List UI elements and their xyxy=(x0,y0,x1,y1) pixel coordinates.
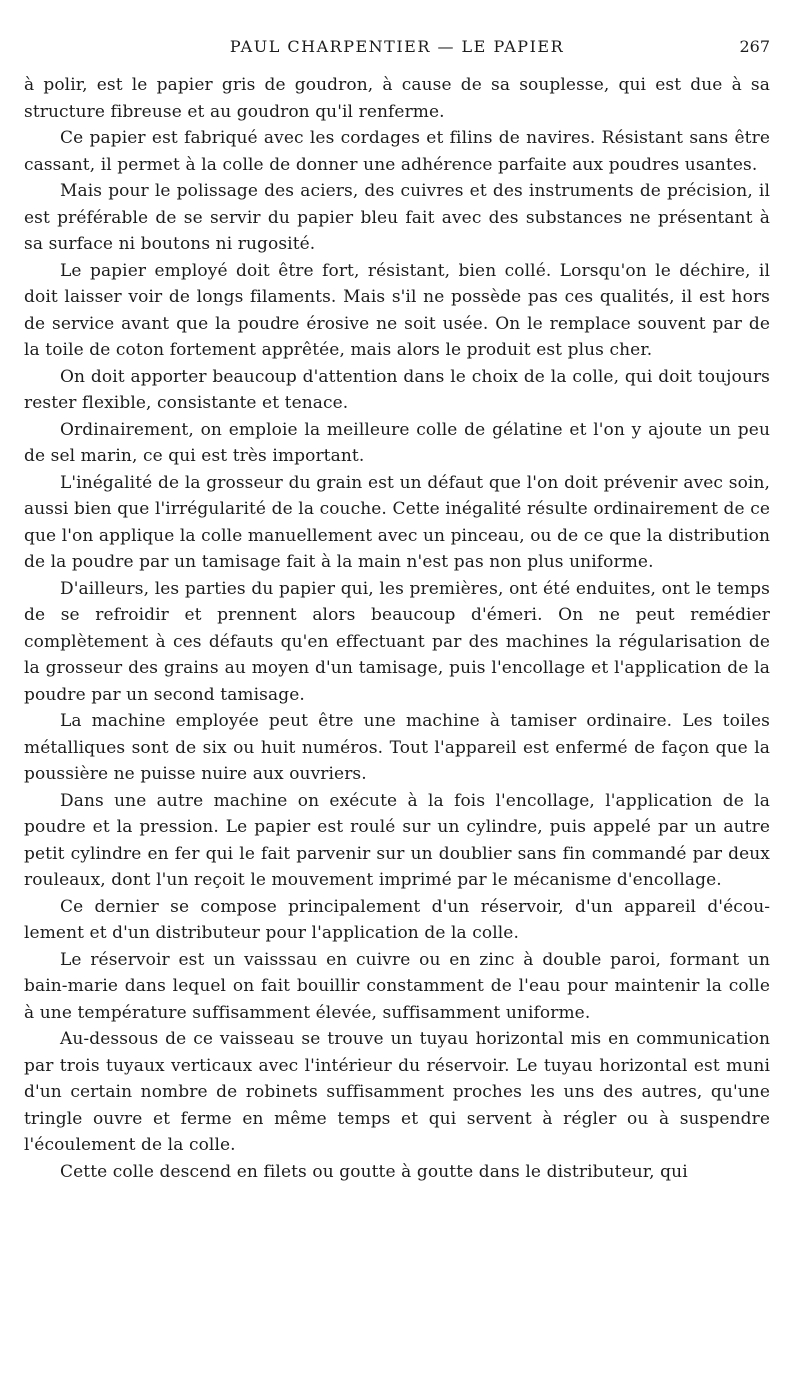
paragraph: à polir, est le papier gris de goudron, à cause de sa souplesse, qui est due à sa structure fibreuse et au goudron qu'il renferme. xyxy=(24,75,770,122)
paragraph: Ordinairement, on emploie la meilleure colle de gélatine et l'on y ajoute un peu de sel marin, ce qui est très important. xyxy=(24,419,770,466)
paragraph: Cette colle descend en filets ou goutte à goutte dans le distributeur, qui xyxy=(60,1161,688,1182)
paragraph: Mais pour le polissage des aciers, des cuivres et des instruments de précision, il est préférable de se servir du papier bleu fait avec des substances ne présentant à sa surface ni boutons ni rugosité. xyxy=(24,181,770,254)
page-number: 267 xyxy=(739,37,770,56)
body-text xyxy=(24,72,770,1185)
paragraph: L'inégalité de la grosseur du grain est un défaut que l'on doit prévenir avec soin, aussi bien que l'irrégularité de la couche. Cette inégalité résulte ordinairement de ce que l'on applique la colle manuellement avec un pinceau, ou de ce que la distribution de la poudre par un tamisage fait à la main n'est pas non plus uniforme. xyxy=(24,472,770,572)
paragraph: Dans une autre machine on exécute à la fois l'encollage, l'application de la poudre et la pression. Le papier est roulé sur un cylindre, puis appelé par un autre petit cylindre en fer qui le fait parvenir sur un doublier sans fin commandé par deux rouleaux, dont l'un reçoit le mouvement imprimé par le mécanisme d'encollage. xyxy=(24,790,770,890)
running-title: PAUL CHARPENTIER — LE PAPIER xyxy=(229,37,565,56)
paragraph: Au-dessous de ce vaisseau se trouve un tuyau horizontal mis en communication par trois tuyaux verticaux avec l'intérieur du réservoir. Le tuyau horizontal est muni d'un certain nombre de robinets suffisamment proches les uns des autres, qu'une tringle ouvre et ferme en même temps et qui servent à régler ou à suspendre l'écoulement de la colle. xyxy=(24,1029,770,1155)
paragraph: Le papier employé doit être fort, résistant, bien collé. Lorsqu'on le déchire, il doit laisser voir de longs filaments. Mais s'il ne possède pas ces qualités, il est hors de service avant que la poudre érosive ne soit usée. On le remplace souvent par de la toile de coton fortement apprêtée, mais alors le produit est plus cher. xyxy=(24,260,770,360)
paragraph: Le réservoir est un vaisssau en cuivre ou en zinc à double paroi, formant un bain-marie dans lequel on fait bouillir constamment de l'eau pour maintenir la colle à une température suffisamment élevée, suffisamment uniforme. xyxy=(24,949,770,1023)
running-head xyxy=(24,34,770,60)
paragraph: On doit apporter beaucoup d'attention dans le choix de la colle, qui doit toujours rester flexible, consistante et tenace. xyxy=(24,366,770,413)
paragraph: Ce papier est fabriqué avec les cordages et filins de navires. Résistant sans être cassant, il permet à la colle de donner une adhérence parfaite aux poudres usantes. xyxy=(24,128,770,175)
paragraph: Ce dernier se compose principalement d'un réservoir, d'un appareil d'écoulement et d'un distributeur pour l'application de la colle. xyxy=(24,896,770,943)
paragraph: La machine employée peut être une machine à tamiser ordinaire. Les toiles métalliques sont de six ou huit numéros. Tout l'appareil est enfermé de façon que la poussière ne puisse nuire aux ouvriers. xyxy=(24,711,770,784)
paragraph: D'ailleurs, les parties du papier qui, les premières, ont été enduites, ont le temps de se refroidir et prennent alors beaucoup d'émeri. On ne peut remédier complètement à ces défauts qu'en effectuant par des machines la régularisation de la grosseur des grains au moyen d'un tamisage, puis l'encollage et l'application de la poudre par un second tamisage. xyxy=(24,578,770,705)
